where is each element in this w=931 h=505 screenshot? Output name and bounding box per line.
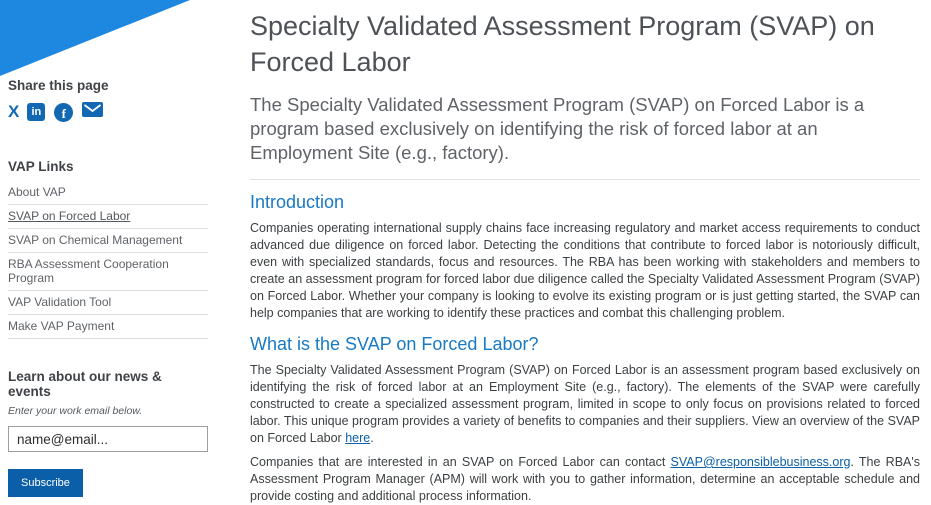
paragraph-text: . The RBA's Assessment Program Manager (APM) will work with you to gather information, determine an acceptable schedule and provide costing and additional process information.: [250, 455, 920, 503]
paragraph-text: Companies that are interested in an SVAP on Forced Labor can contact: [250, 455, 671, 469]
x-twitter-icon[interactable]: X: [8, 102, 19, 121]
vap-links-heading: VAP Links: [8, 159, 74, 174]
svap-email-link[interactable]: SVAP@responsiblebusiness.org: [670, 455, 851, 469]
overview-here-link[interactable]: here: [345, 431, 371, 445]
share-icons-row: [8, 102, 208, 122]
main-content: [250, 0, 920, 505]
paragraph-text: .: [370, 431, 374, 445]
introduction-heading: Introduction: [250, 192, 345, 212]
content-divider: [250, 179, 920, 180]
linkedin-icon[interactable]: in: [27, 103, 45, 121]
contact-paragraph: [250, 454, 920, 505]
facebook-icon[interactable]: f: [54, 103, 73, 122]
sidebar-item-svap-forced-labor[interactable]: SVAP on Forced Labor: [8, 205, 208, 229]
subscribe-button[interactable]: Subscribe: [8, 469, 83, 497]
what-is-svap-paragraph: [250, 362, 920, 447]
introduction-paragraph: Companies operating international supply chains face increasing regulatory and market access requirements to conduct advanced due diligence on forced labor. Detecting the conditions that contribute to forced labor is notoriously difficult, even with specialized standards, focus and resources. The RBA has been working with stakeholders and members to create an assessment program for forced labor due diligence called the Specialty Validated Assessment Program (SVAP) on Forced Labor. Whether your company is looking to evolve its existing program or is just getting started, the SVAP can help companies that are working to identify these practices and combat this challenging problem.: [250, 221, 920, 320]
page-subtitle: The Specialty Validated Assessment Program (SVAP) on Forced Labor is a program based exclusively on identifying the risk of forced labor at an Employment Site (e.g., factory).: [250, 94, 865, 163]
sidebar-item-svap-chemical-management[interactable]: SVAP on Chemical Management: [8, 229, 208, 253]
page-title: Specialty Validated Assessment Program (SVAP) on Forced Labor: [250, 11, 875, 77]
sidebar: [8, 0, 208, 497]
paragraph-text: The Specialty Validated Assessment Program (SVAP) on Forced Labor is an assessment program based exclusively on identifying the risk of forced labor at an Employment Site (e.g., factory). The elements of the SVAP were carefully constructed to create a specialized assessment program, limited in scope to only focus on provisions related to forced labor. This unique program provides a variety of benefits to companies and their suppliers. View an overview of the SVAP on Forced Labor: [250, 363, 920, 445]
sidebar-item-rba-assessment-cooperation[interactable]: RBA Assessment Cooperation Program: [8, 253, 208, 291]
share-heading: Share this page: [8, 78, 109, 93]
email-field[interactable]: [8, 426, 208, 452]
vap-links-nav: [8, 181, 208, 339]
email-icon[interactable]: [82, 102, 103, 122]
sidebar-item-vap-validation-tool[interactable]: VAP Validation Tool: [8, 291, 208, 315]
sidebar-item-make-vap-payment[interactable]: Make VAP Payment: [8, 315, 208, 339]
newsletter-instruction: Enter your work email below.: [8, 405, 143, 417]
newsletter-heading: Learn about our news & events: [8, 369, 162, 399]
sidebar-item-about-vap[interactable]: About VAP: [8, 181, 208, 205]
what-is-svap-heading: What is the SVAP on Forced Labor?: [250, 334, 539, 354]
